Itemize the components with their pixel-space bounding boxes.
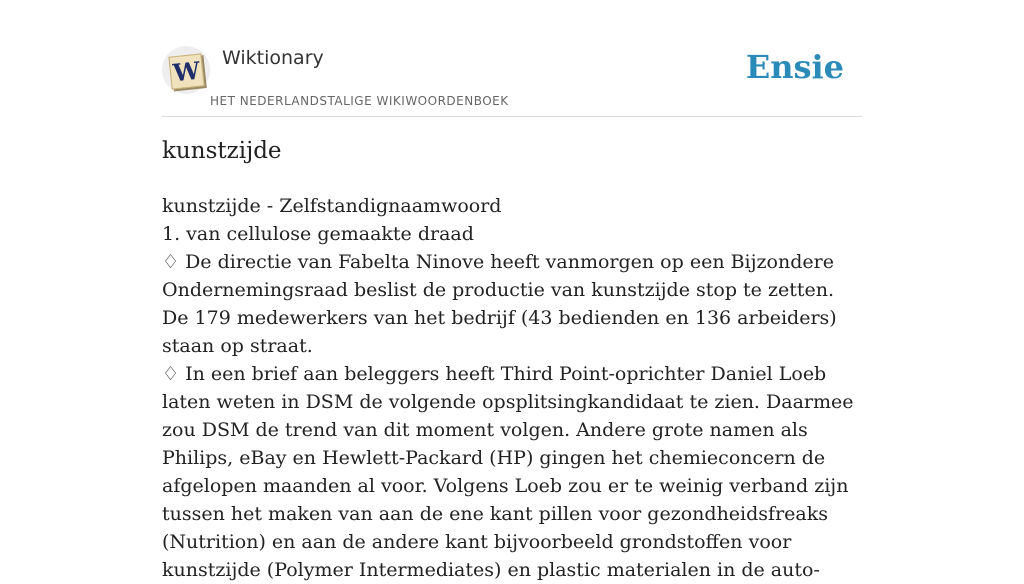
wiktionary-logo-icon[interactable] <box>162 46 210 94</box>
brand-logo[interactable]: Ensie <box>745 48 844 86</box>
site-subtitle: HET NEDERLANDSTALIGE WIKIWOORDENBOEK <box>210 94 509 108</box>
example-sentence: ♢ In een brief aan beleggers heeft Third Point-oprichter Daniel Loeb laten weten in DSM de volgende opsplitsingkandidaat te zien. Daarmee zou DSM de trend van dit moment volgen. Andere grote namen als Philips, eBay en Hewlett-Packard (HP) gingen het chemieconcern de afgelopen maanden al voor. Volgens Loeb zou er te weinig verband zijn tussen het maken van aan de ene kant pillen voor gezondheidsfreaks (Nutrition) en aan de andere kant bijvoorbeeld grondstoffen voor kunstzijde (Polymer Intermediates) en plastic materialen in de auto- <box>162 363 854 581</box>
example-sentence: ♢ De directie van Fabelta Ninove heeft vanmorgen op een Bijzondere Ondernemingsraad beslist de productie van kunstzijde stop te zetten. De 179 medewerkers van het bedrijf (43 bedienden en 136 arbeiders) staan op straat. <box>162 251 837 357</box>
logo-tile: W <box>168 53 204 89</box>
part-of-speech-line: kunstzijde - Zelfstandignaamwoord <box>162 195 502 217</box>
site-name[interactable]: Wiktionary <box>222 47 324 69</box>
page-title: kunstzijde <box>162 138 282 164</box>
definition: 1. van cellulose gemaakte draad <box>162 223 474 245</box>
entry-content <box>162 192 866 584</box>
site-header <box>162 44 862 117</box>
